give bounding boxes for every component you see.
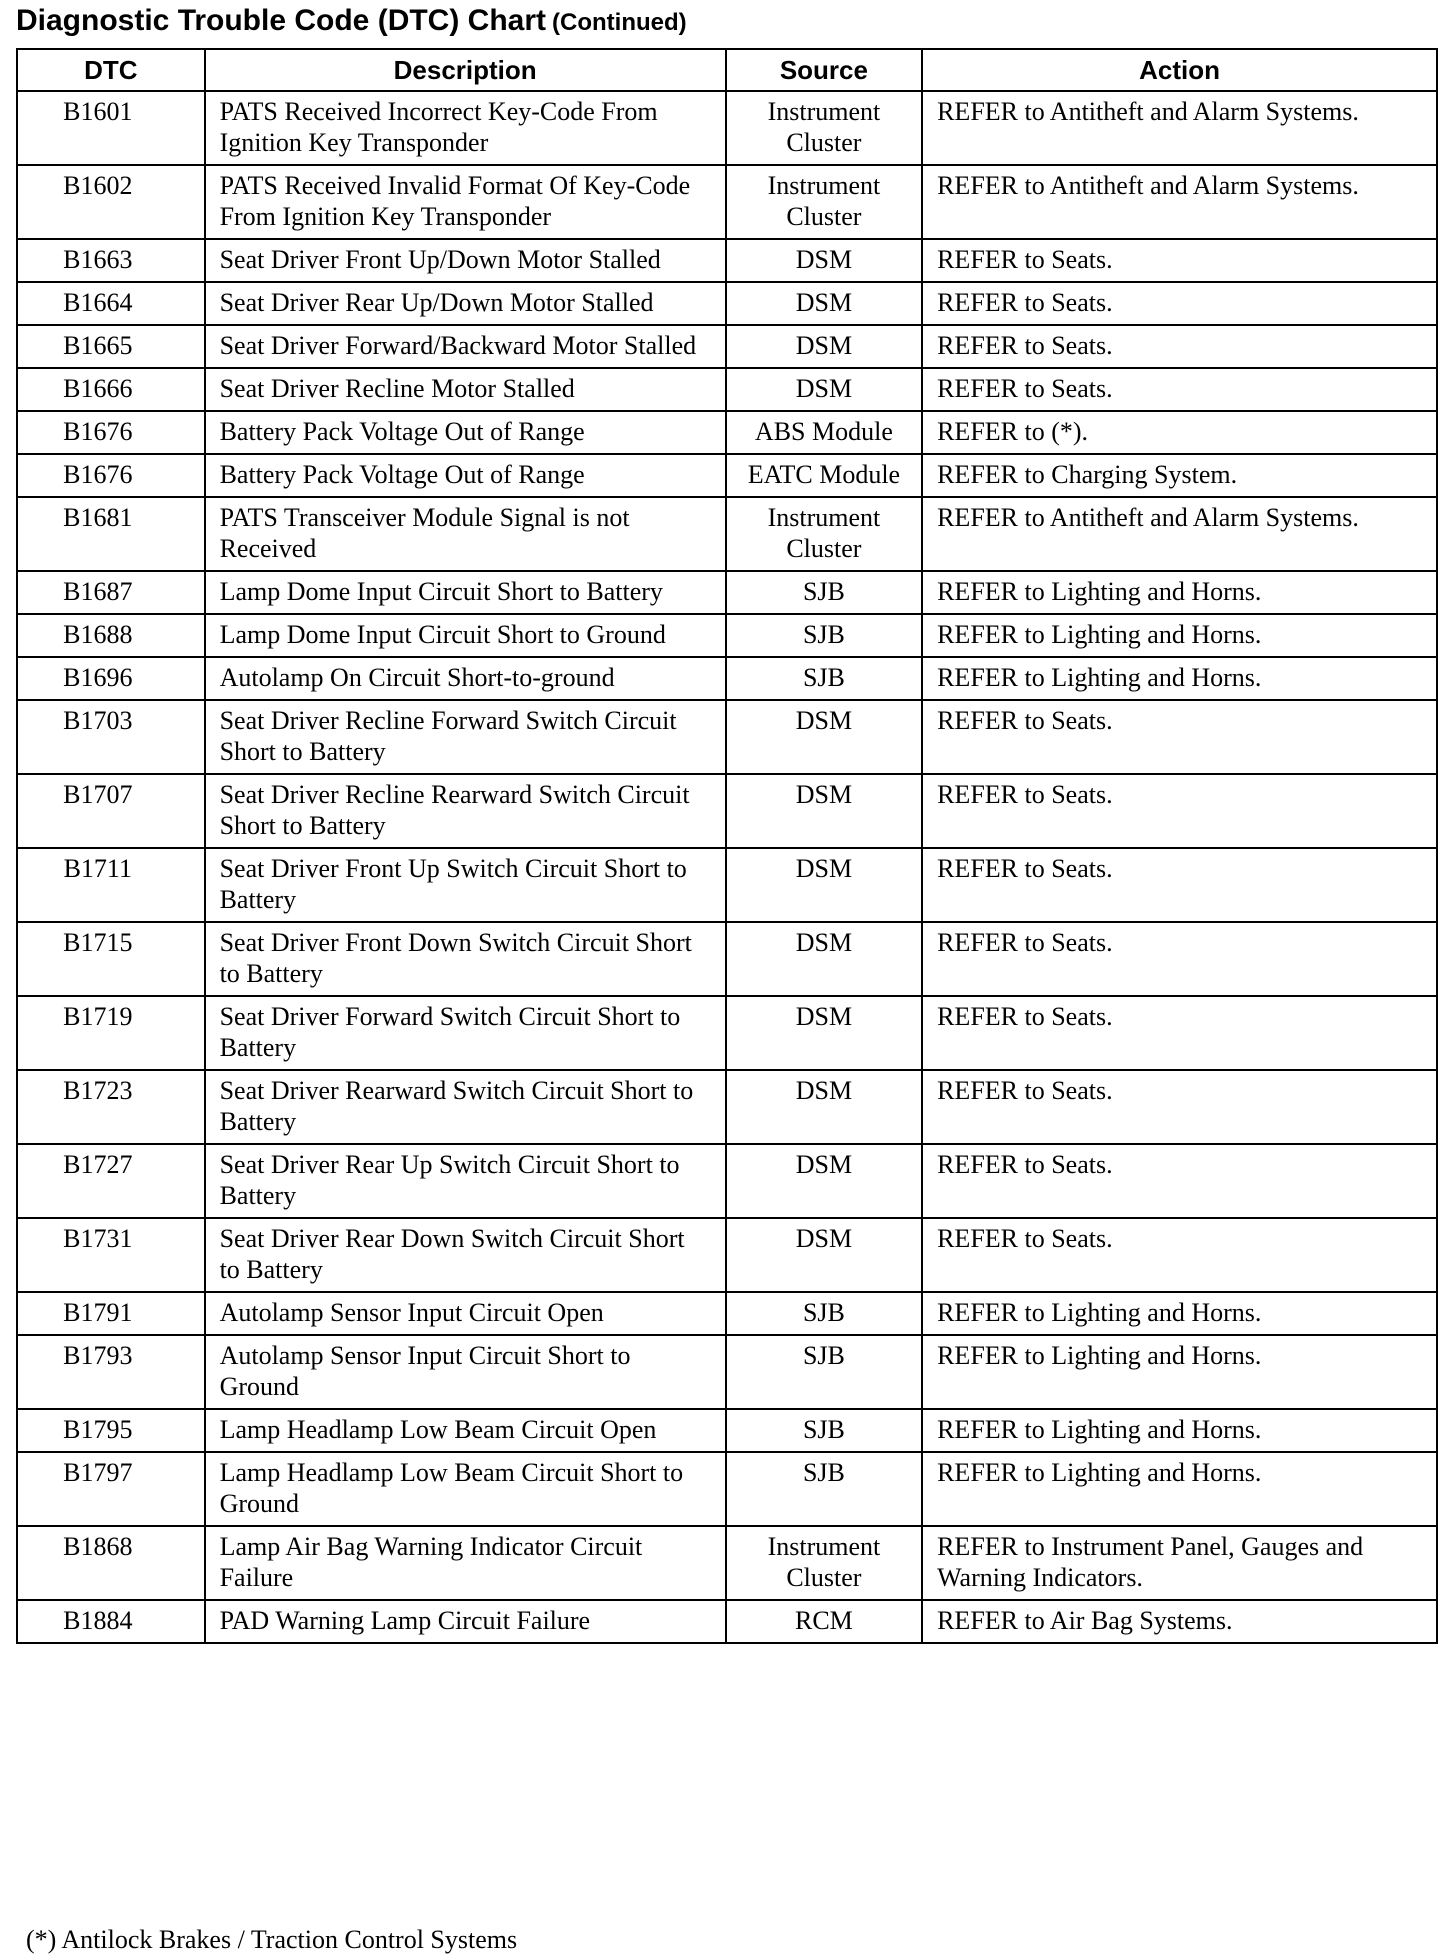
source-cell: EATC Module: [726, 454, 922, 497]
dtc-code-cell: B1602: [17, 165, 205, 239]
source-cell: SJB: [726, 657, 922, 700]
source-cell: DSM: [726, 239, 922, 282]
source-cell: RCM: [726, 1600, 922, 1643]
description-cell: PAD Warning Lamp Circuit Failure: [205, 1600, 726, 1643]
source-cell: Instrument Cluster: [726, 497, 922, 571]
table-row: [17, 325, 1437, 368]
description-cell: Autolamp On Circuit Short-to-ground: [205, 657, 726, 700]
dtc-code-cell: B1703: [17, 700, 205, 774]
table-row: [17, 571, 1437, 614]
dtc-code-cell: B1723: [17, 1070, 205, 1144]
dtc-code-cell: B1791: [17, 1292, 205, 1335]
source-cell: Instrument Cluster: [726, 165, 922, 239]
table-row: [17, 165, 1437, 239]
action-cell: REFER to Lighting and Horns.: [922, 571, 1437, 614]
dtc-code-cell: B1868: [17, 1526, 205, 1600]
description-cell: Seat Driver Forward Switch Circuit Short to Battery: [205, 996, 726, 1070]
action-cell: REFER to Lighting and Horns.: [922, 614, 1437, 657]
dtc-code-cell: B1666: [17, 368, 205, 411]
action-cell: REFER to Seats.: [922, 922, 1437, 996]
dtc-code-cell: B1795: [17, 1409, 205, 1452]
action-cell: REFER to Lighting and Horns.: [922, 1409, 1437, 1452]
table-row: [17, 454, 1437, 497]
action-cell: REFER to Seats.: [922, 848, 1437, 922]
source-cell: Instrument Cluster: [726, 1526, 922, 1600]
description-cell: Seat Driver Front Down Switch Circuit Short to Battery: [205, 922, 726, 996]
dtc-table: [16, 48, 1438, 1644]
table-row: [17, 614, 1437, 657]
table-header-row: [17, 49, 1437, 91]
column-header-source: Source: [726, 49, 922, 91]
action-cell: REFER to Lighting and Horns.: [922, 1452, 1437, 1526]
source-cell: SJB: [726, 1409, 922, 1452]
description-cell: Seat Driver Rearward Switch Circuit Short to Battery: [205, 1070, 726, 1144]
dtc-code-cell: B1696: [17, 657, 205, 700]
action-cell: REFER to Seats.: [922, 1144, 1437, 1218]
source-cell: SJB: [726, 1335, 922, 1409]
description-cell: Seat Driver Rear Down Switch Circuit Short to Battery: [205, 1218, 726, 1292]
source-cell: DSM: [726, 1218, 922, 1292]
description-cell: Lamp Headlamp Low Beam Circuit Open: [205, 1409, 726, 1452]
table-row: [17, 411, 1437, 454]
description-cell: Lamp Headlamp Low Beam Circuit Short to Ground: [205, 1452, 726, 1526]
page-title-continued: (Continued): [552, 9, 687, 36]
page-title-main: Diagnostic Trouble Code (DTC) Chart: [16, 4, 547, 37]
action-cell: REFER to Seats.: [922, 996, 1437, 1070]
description-cell: PATS Transceiver Module Signal is not Received: [205, 497, 726, 571]
source-cell: DSM: [726, 774, 922, 848]
dtc-code-cell: B1663: [17, 239, 205, 282]
table-row: [17, 1218, 1437, 1292]
table-row: [17, 996, 1437, 1070]
description-cell: Seat Driver Rear Up/Down Motor Stalled: [205, 282, 726, 325]
description-cell: Seat Driver Recline Rearward Switch Circuit Short to Battery: [205, 774, 726, 848]
dtc-code-cell: B1711: [17, 848, 205, 922]
source-cell: ABS Module: [726, 411, 922, 454]
description-cell: Seat Driver Rear Up Switch Circuit Short to Battery: [205, 1144, 726, 1218]
table-row: [17, 1452, 1437, 1526]
dtc-code-cell: B1797: [17, 1452, 205, 1526]
table-row: [17, 1070, 1437, 1144]
dtc-code-cell: B1731: [17, 1218, 205, 1292]
description-cell: Lamp Dome Input Circuit Short to Battery: [205, 571, 726, 614]
dtc-code-cell: B1727: [17, 1144, 205, 1218]
action-cell: REFER to Antitheft and Alarm Systems.: [922, 91, 1437, 165]
table-row: [17, 91, 1437, 165]
action-cell: REFER to Seats.: [922, 239, 1437, 282]
source-cell: DSM: [726, 1070, 922, 1144]
dtc-code-cell: B1687: [17, 571, 205, 614]
table-row: [17, 1409, 1437, 1452]
description-cell: Seat Driver Recline Motor Stalled: [205, 368, 726, 411]
action-cell: REFER to Instrument Panel, Gauges and Warning Indicators.: [922, 1526, 1437, 1600]
table-row: [17, 282, 1437, 325]
source-cell: DSM: [726, 848, 922, 922]
description-cell: Seat Driver Recline Forward Switch Circuit Short to Battery: [205, 700, 726, 774]
dtc-code-cell: B1681: [17, 497, 205, 571]
footnote: (*) Antilock Brakes / Traction Control Systems: [26, 1925, 518, 1954]
dtc-code-cell: B1676: [17, 454, 205, 497]
column-header-description: Description: [205, 49, 726, 91]
table-row: [17, 1292, 1437, 1335]
table-row: [17, 848, 1437, 922]
dtc-code-cell: B1715: [17, 922, 205, 996]
description-cell: Battery Pack Voltage Out of Range: [205, 411, 726, 454]
column-header-dtc: DTC: [17, 49, 205, 91]
dtc-code-cell: B1719: [17, 996, 205, 1070]
table-row: [17, 1526, 1437, 1600]
table-row: [17, 1600, 1437, 1643]
dtc-table-body: [17, 91, 1437, 1643]
source-cell: DSM: [726, 282, 922, 325]
column-header-action: Action: [922, 49, 1437, 91]
description-cell: Lamp Air Bag Warning Indicator Circuit Failure: [205, 1526, 726, 1600]
dtc-code-cell: B1665: [17, 325, 205, 368]
source-cell: DSM: [726, 922, 922, 996]
description-cell: PATS Received Invalid Format Of Key-Code From Ignition Key Transponder: [205, 165, 726, 239]
action-cell: REFER to Lighting and Horns.: [922, 657, 1437, 700]
source-cell: DSM: [726, 368, 922, 411]
description-cell: PATS Received Incorrect Key-Code From Ignition Key Transponder: [205, 91, 726, 165]
dtc-code-cell: B1884: [17, 1600, 205, 1643]
dtc-code-cell: B1707: [17, 774, 205, 848]
action-cell: REFER to Seats.: [922, 1070, 1437, 1144]
table-row: [17, 1144, 1437, 1218]
source-cell: DSM: [726, 700, 922, 774]
action-cell: REFER to Lighting and Horns.: [922, 1292, 1437, 1335]
action-cell: REFER to Seats.: [922, 282, 1437, 325]
description-cell: Seat Driver Front Up Switch Circuit Short to Battery: [205, 848, 726, 922]
dtc-code-cell: B1601: [17, 91, 205, 165]
source-cell: Instrument Cluster: [726, 91, 922, 165]
action-cell: REFER to Charging System.: [922, 454, 1437, 497]
action-cell: REFER to Seats.: [922, 774, 1437, 848]
description-cell: Seat Driver Forward/Backward Motor Stalled: [205, 325, 726, 368]
table-row: [17, 700, 1437, 774]
action-cell: REFER to Antitheft and Alarm Systems.: [922, 497, 1437, 571]
table-row: [17, 774, 1437, 848]
description-cell: Seat Driver Front Up/Down Motor Stalled: [205, 239, 726, 282]
dtc-code-cell: B1664: [17, 282, 205, 325]
source-cell: SJB: [726, 1452, 922, 1526]
table-row: [17, 922, 1437, 996]
table-row: [17, 368, 1437, 411]
page-title: [16, 4, 687, 38]
source-cell: DSM: [726, 325, 922, 368]
dtc-code-cell: B1793: [17, 1335, 205, 1409]
description-cell: Autolamp Sensor Input Circuit Short to Ground: [205, 1335, 726, 1409]
source-cell: DSM: [726, 996, 922, 1070]
source-cell: SJB: [726, 1292, 922, 1335]
action-cell: REFER to (*).: [922, 411, 1437, 454]
action-cell: REFER to Air Bag Systems.: [922, 1600, 1437, 1643]
table-row: [17, 1335, 1437, 1409]
table-row: [17, 657, 1437, 700]
source-cell: SJB: [726, 571, 922, 614]
description-cell: Battery Pack Voltage Out of Range: [205, 454, 726, 497]
action-cell: REFER to Seats.: [922, 325, 1437, 368]
dtc-code-cell: B1676: [17, 411, 205, 454]
action-cell: REFER to Seats.: [922, 1218, 1437, 1292]
action-cell: REFER to Antitheft and Alarm Systems.: [922, 165, 1437, 239]
source-cell: SJB: [726, 614, 922, 657]
action-cell: REFER to Lighting and Horns.: [922, 1335, 1437, 1409]
source-cell: DSM: [726, 1144, 922, 1218]
dtc-code-cell: B1688: [17, 614, 205, 657]
description-cell: Lamp Dome Input Circuit Short to Ground: [205, 614, 726, 657]
action-cell: REFER to Seats.: [922, 368, 1437, 411]
description-cell: Autolamp Sensor Input Circuit Open: [205, 1292, 726, 1335]
table-row: [17, 239, 1437, 282]
action-cell: REFER to Seats.: [922, 700, 1437, 774]
table-row: [17, 497, 1437, 571]
